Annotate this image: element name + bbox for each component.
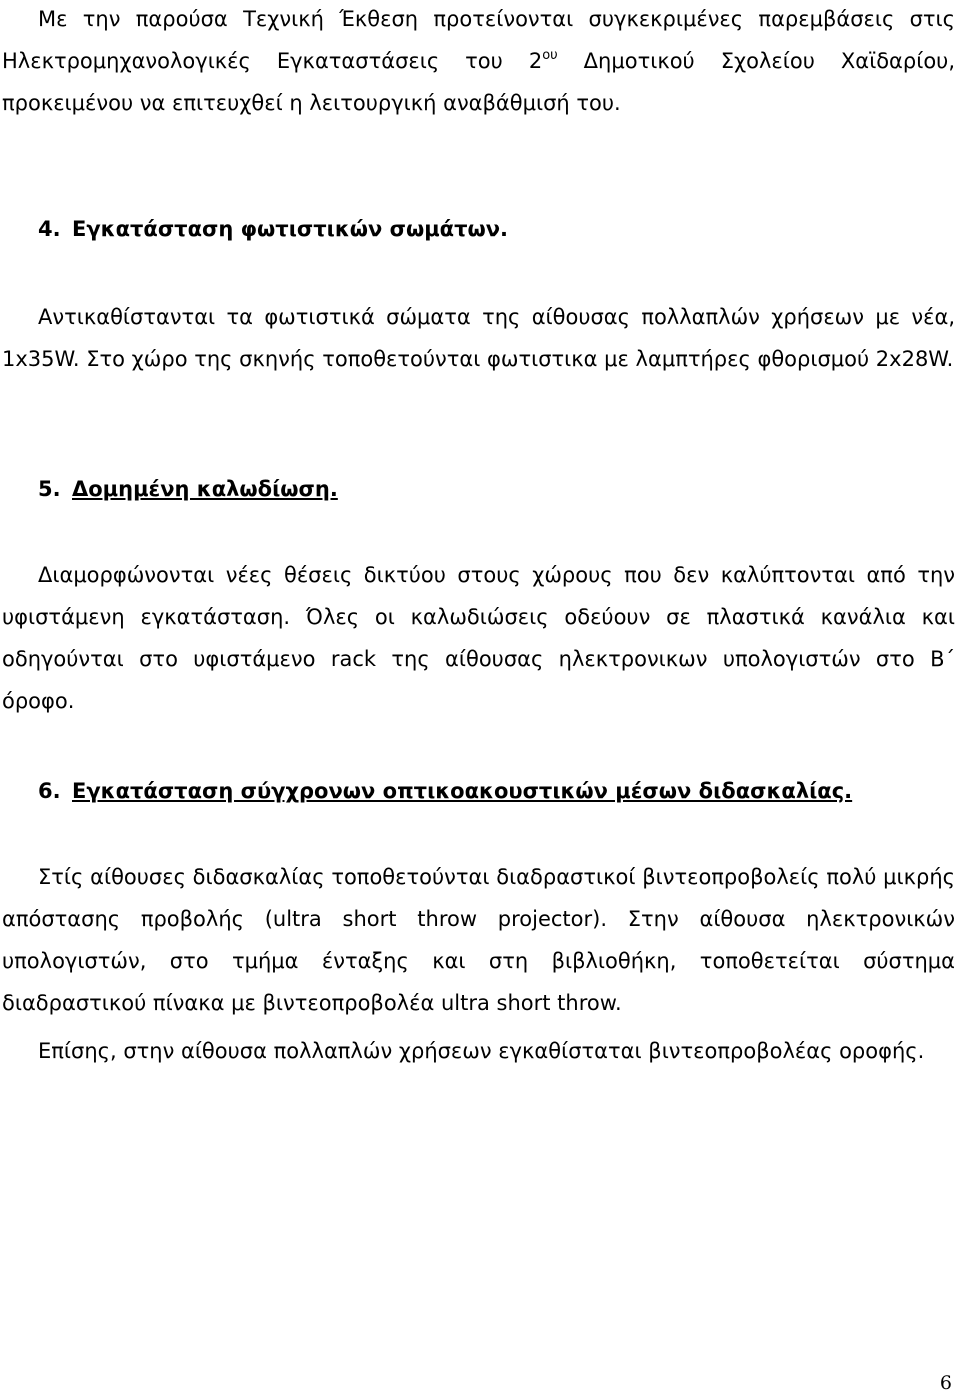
intro-text-before-sup: Με την παρούσα Τεχνική Έκθεση προτείνονται συγκεκριμένες παρεμβάσεις στις Ηλεκτρομηχανολογικές Εγκαταστάσεις του 2 [2,7,955,73]
intro-paragraph [2,0,955,124]
section-5-heading [38,474,938,504]
section-6-paragraph-1: Στίς αίθουσες διδασκαλίας τοποθετούνται διαδραστικοί βιντεοπροβολείς πολύ μικρής απόστασης προβολής (ultra short throw projector). Στην αίθουσα ηλεκτρονικών υπολογιστών, στο τμήμα ένταξης και στη βιβλιοθήκη, τοποθετείται σύστημα διαδραστικού πίνακα με βιντεοπροβολέα ultra short throw. [2,865,955,1015]
section-5-paragraph: Διαμορφώνονται νέες θέσεις δικτύου στους χώρους που δεν καλύπτονται από την υφιστάμενη εγκατάσταση. Όλες οι καλωδιώσεις οδεύουν σε πλαστικά κανάλια και οδηγούνται στο υφιστάμενο rack της αίθουσας ηλεκτρονικων υπολογιστών στο Β΄ όροφο. [2,563,955,713]
intro-superscript: ου [542,48,558,63]
section-4-heading [38,214,938,244]
intro-text-after-sup: Δημοτικού Σχολείου Χαϊδαρίου, προκειμένου να επιτευχθεί η λειτουργική αναβάθμισή του. [2,49,955,115]
section-6-heading [38,776,938,806]
section-4-number: 4. [38,217,61,241]
section-4-title: Εγκατάσταση φωτιστικών σωμάτων. [72,217,509,241]
section-6-title: Εγκατάσταση σύγχρονων οπτικοακουστικών μέσων διδασκαλίας. [72,779,853,803]
section-5-title: Δομημένη καλωδίωση. [72,477,338,501]
page-number: 6 [939,1372,952,1394]
section-6-paragraph-2: Επίσης, στην αίθουσα πολλαπλών χρήσεων εγκαθίσταται βιντεοπροβολέας οροφής. [38,1039,925,1063]
section-5-number: 5. [38,477,61,501]
section-4-paragraph: Αντικαθίστανται τα φωτιστικά σώματα της αίθουσας πολλαπλών χρήσεων με νέα, 1x35W. Στο χώρο της σκηνής τοποθετούνται φωτιστικα με λαμπτήρες φθορισμού 2x28W. [2,305,955,371]
section-6-number: 6. [38,779,61,803]
